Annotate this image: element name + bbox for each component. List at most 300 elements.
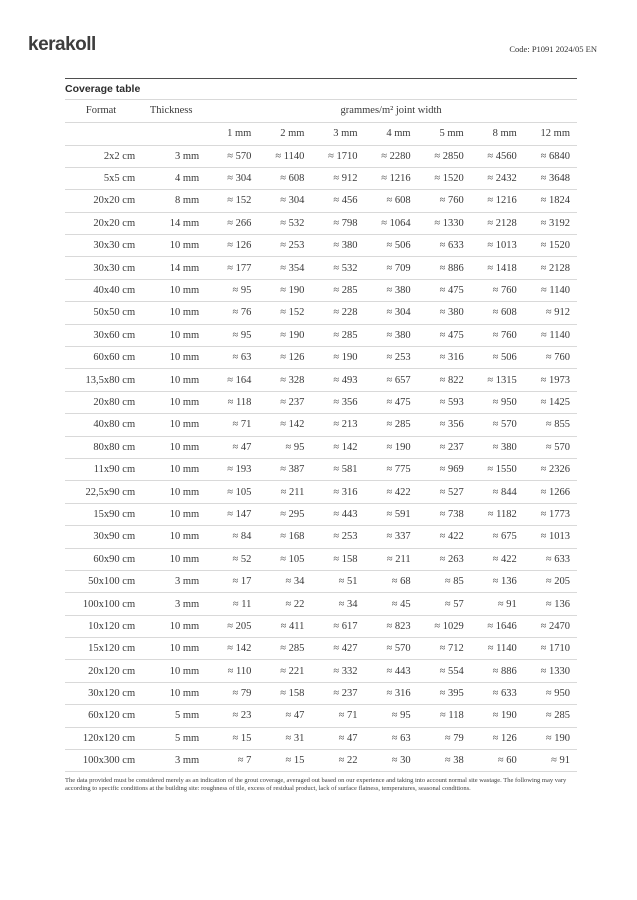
coverage-value-cell: ≈ 617 — [333, 620, 358, 632]
coverage-section — [65, 78, 577, 792]
coverage-value-cell: ≈ 31 — [285, 732, 305, 744]
coverage-value-cell: ≈ 328 — [280, 374, 305, 386]
coverage-value-cell: ≈ 950 — [545, 688, 570, 700]
coverage-value-cell: ≈ 844 — [492, 486, 517, 498]
coverage-value-cell: ≈ 285 — [333, 285, 358, 297]
thickness-cell: 10 mm — [169, 396, 200, 408]
table-row — [65, 391, 577, 413]
coverage-value-cell: ≈ 95 — [232, 329, 252, 341]
coverage-value-cell: ≈ 71 — [338, 710, 358, 722]
coverage-value-cell: ≈ 532 — [333, 262, 358, 274]
coverage-value-cell: ≈ 205 — [227, 620, 252, 632]
coverage-value-cell: ≈ 356 — [439, 419, 464, 431]
coverage-value-cell: ≈ 304 — [386, 307, 411, 319]
column-header-thickness: Thickness — [149, 105, 193, 117]
table-row — [65, 570, 577, 592]
coverage-value-cell: ≈ 380 — [386, 329, 411, 341]
coverage-value-cell: ≈ 285 — [545, 710, 570, 722]
coverage-value-cell: ≈ 1330 — [434, 217, 464, 229]
column-header-joint-width: 3 mm — [333, 128, 358, 139]
coverage-value-cell: ≈ 822 — [439, 374, 464, 386]
coverage-value-cell: ≈ 1182 — [487, 508, 517, 520]
table-row — [65, 682, 577, 704]
coverage-value-cell: ≈ 527 — [439, 486, 464, 498]
coverage-value-cell: ≈ 3648 — [540, 173, 570, 185]
coverage-value-cell: ≈ 1520 — [540, 240, 570, 252]
coverage-value-cell: ≈ 886 — [492, 665, 517, 677]
coverage-value-cell: ≈ 356 — [333, 396, 358, 408]
coverage-value-cell: ≈ 205 — [545, 576, 570, 588]
table-row — [65, 414, 577, 436]
coverage-value-cell: ≈ 15 — [285, 755, 305, 767]
table-header-row — [65, 100, 577, 122]
format-cell: 13,5x80 cm — [85, 374, 136, 386]
coverage-value-cell: ≈ 253 — [386, 352, 411, 364]
column-header-joint-width: 4 mm — [386, 128, 411, 139]
coverage-value-cell: ≈ 142 — [280, 419, 305, 431]
coverage-value-cell: ≈ 34 — [285, 576, 305, 588]
coverage-value-cell: ≈ 316 — [333, 486, 358, 498]
thickness-cell: 3 mm — [175, 576, 200, 588]
format-cell: 40x80 cm — [93, 419, 136, 431]
coverage-value-cell: ≈ 823 — [386, 620, 411, 632]
format-cell: 10x120 cm — [88, 620, 136, 632]
thickness-cell: 8 mm — [175, 195, 200, 207]
coverage-value-cell: ≈ 570 — [492, 419, 517, 431]
table-row — [65, 302, 577, 324]
coverage-value-cell: ≈ 395 — [439, 688, 464, 700]
coverage-table-body — [65, 145, 577, 772]
format-cell: 20x80 cm — [93, 396, 136, 408]
coverage-value-cell: ≈ 2470 — [540, 620, 570, 632]
coverage-value-cell: ≈ 380 — [439, 307, 464, 319]
format-cell: 60x120 cm — [88, 710, 136, 722]
thickness-cell: 3 mm — [175, 755, 200, 767]
coverage-value-cell: ≈ 47 — [232, 441, 252, 453]
format-cell: 30x60 cm — [93, 329, 136, 341]
table-row — [65, 705, 577, 727]
table-row — [65, 458, 577, 480]
table-row — [65, 279, 577, 301]
coverage-value-cell: ≈ 263 — [439, 553, 464, 565]
coverage-value-cell: ≈ 79 — [232, 688, 252, 700]
coverage-value-cell: ≈ 912 — [545, 307, 570, 319]
coverage-value-cell: ≈ 950 — [492, 396, 517, 408]
format-cell: 20x20 cm — [93, 195, 136, 207]
coverage-table — [65, 100, 577, 772]
coverage-value-cell: ≈ 1425 — [540, 396, 570, 408]
coverage-value-cell: ≈ 285 — [386, 419, 411, 431]
empty-cell — [65, 122, 137, 145]
column-header-joint-width: 5 mm — [439, 128, 464, 139]
coverage-value-cell: ≈ 3192 — [540, 217, 570, 229]
coverage-value-cell: ≈ 633 — [439, 240, 464, 252]
format-cell: 120x120 cm — [82, 732, 136, 744]
thickness-cell: 10 mm — [169, 240, 200, 252]
thickness-cell: 10 mm — [169, 665, 200, 677]
coverage-value-cell: ≈ 22 — [285, 598, 305, 610]
coverage-value-cell: ≈ 190 — [280, 285, 305, 297]
coverage-value-cell: ≈ 1013 — [487, 240, 517, 252]
coverage-value-cell: ≈ 63 — [391, 732, 411, 744]
format-cell: 15x120 cm — [88, 643, 136, 655]
format-cell: 60x90 cm — [93, 553, 136, 565]
coverage-value-cell: ≈ 105 — [280, 553, 305, 565]
coverage-value-cell: ≈ 47 — [285, 710, 305, 722]
coverage-value-cell: ≈ 1710 — [540, 643, 570, 655]
coverage-value-cell: ≈ 193 — [227, 464, 252, 476]
coverage-value-cell: ≈ 1330 — [540, 665, 570, 677]
format-cell: 60x60 cm — [93, 352, 136, 364]
table-row — [65, 615, 577, 637]
table-row — [65, 235, 577, 257]
coverage-value-cell: ≈ 633 — [545, 553, 570, 565]
coverage-value-cell: ≈ 285 — [333, 329, 358, 341]
format-cell: 30x120 cm — [88, 688, 136, 700]
coverage-value-cell: ≈ 190 — [333, 352, 358, 364]
coverage-value-cell: ≈ 443 — [333, 508, 358, 520]
column-header-joint-width: 12 mm — [540, 128, 570, 139]
coverage-value-cell: ≈ 1064 — [381, 217, 411, 229]
coverage-value-cell: ≈ 422 — [492, 553, 517, 565]
coverage-value-cell: ≈ 295 — [280, 508, 305, 520]
format-cell: 20x120 cm — [88, 665, 136, 677]
table-row — [65, 660, 577, 682]
coverage-value-cell: ≈ 2326 — [540, 464, 570, 476]
coverage-value-cell: ≈ 493 — [333, 374, 358, 386]
table-row — [65, 638, 577, 660]
coverage-value-cell: ≈ 38 — [444, 755, 464, 767]
coverage-value-cell: ≈ 2128 — [540, 262, 570, 274]
coverage-value-cell: ≈ 969 — [439, 464, 464, 476]
coverage-value-cell: ≈ 253 — [280, 240, 305, 252]
coverage-value-cell: ≈ 211 — [280, 486, 305, 498]
thickness-cell: 10 mm — [169, 329, 200, 341]
coverage-value-cell: ≈ 1029 — [434, 620, 464, 632]
coverage-value-cell: ≈ 17 — [232, 576, 252, 588]
coverage-value-cell: ≈ 190 — [492, 710, 517, 722]
table-row — [65, 750, 577, 772]
thickness-cell: 10 mm — [169, 285, 200, 297]
coverage-value-cell: ≈ 608 — [386, 195, 411, 207]
coverage-value-cell: ≈ 1140 — [487, 643, 517, 655]
format-cell: 40x40 cm — [93, 285, 136, 297]
coverage-value-cell: ≈ 95 — [232, 285, 252, 297]
coverage-value-cell: ≈ 253 — [333, 531, 358, 543]
coverage-value-cell: ≈ 712 — [439, 643, 464, 655]
format-cell: 11x90 cm — [93, 464, 136, 476]
coverage-value-cell: ≈ 886 — [439, 262, 464, 274]
coverage-value-cell: ≈ 316 — [439, 352, 464, 364]
coverage-value-cell: ≈ 337 — [386, 531, 411, 543]
coverage-value-cell: ≈ 1710 — [328, 150, 358, 162]
coverage-value-cell: ≈ 570 — [545, 441, 570, 453]
coverage-value-cell: ≈ 45 — [391, 598, 411, 610]
coverage-value-cell: ≈ 709 — [386, 262, 411, 274]
coverage-value-cell: ≈ 1315 — [487, 374, 517, 386]
coverage-value-cell: ≈ 118 — [439, 710, 464, 722]
table-row — [65, 212, 577, 234]
coverage-value-cell: ≈ 675 — [492, 531, 517, 543]
format-cell: 50x100 cm — [88, 576, 136, 588]
coverage-value-cell: ≈ 71 — [232, 419, 252, 431]
coverage-value-cell: ≈ 1013 — [540, 531, 570, 543]
coverage-value-cell: ≈ 152 — [280, 307, 305, 319]
coverage-value-cell: ≈ 68 — [391, 576, 411, 588]
thickness-cell: 10 mm — [169, 419, 200, 431]
coverage-value-cell: ≈ 91 — [551, 755, 570, 767]
thickness-cell: 10 mm — [169, 374, 200, 386]
coverage-value-cell: ≈ 316 — [386, 688, 411, 700]
coverage-value-cell: ≈ 136 — [492, 576, 517, 588]
table-row — [65, 369, 577, 391]
coverage-value-cell: ≈ 443 — [386, 665, 411, 677]
coverage-value-cell: ≈ 304 — [227, 173, 252, 185]
coverage-value-cell: ≈ 855 — [545, 419, 570, 431]
coverage-value-cell: ≈ 237 — [280, 396, 305, 408]
coverage-value-cell: ≈ 51 — [338, 576, 358, 588]
coverage-value-cell: ≈ 118 — [227, 396, 252, 408]
coverage-value-cell: ≈ 506 — [386, 240, 411, 252]
coverage-value-cell: ≈ 532 — [280, 217, 305, 229]
thickness-cell: 14 mm — [169, 217, 200, 229]
coverage-value-cell: ≈ 142 — [333, 441, 358, 453]
coverage-value-cell: ≈ 775 — [386, 464, 411, 476]
table-subheader-row — [65, 122, 577, 145]
coverage-value-cell: ≈ 411 — [280, 620, 305, 632]
coverage-value-cell: ≈ 15 — [232, 732, 252, 744]
table-row — [65, 593, 577, 615]
coverage-value-cell: ≈ 34 — [338, 598, 358, 610]
thickness-cell: 10 mm — [169, 620, 200, 632]
format-cell: 20x20 cm — [93, 217, 136, 229]
thickness-cell: 5 mm — [175, 732, 200, 744]
format-cell: 30x90 cm — [93, 531, 136, 543]
coverage-value-cell: ≈ 456 — [333, 195, 358, 207]
table-row — [65, 481, 577, 503]
thickness-cell: 4 mm — [175, 173, 200, 185]
coverage-value-cell: ≈ 84 — [232, 531, 252, 543]
thickness-cell: 3 mm — [175, 598, 200, 610]
coverage-value-cell: ≈ 798 — [333, 217, 358, 229]
thickness-cell: 10 mm — [169, 643, 200, 655]
coverage-value-cell: ≈ 79 — [444, 732, 464, 744]
coverage-value-cell: ≈ 2432 — [487, 173, 517, 185]
column-header-joint-width: 1 mm — [227, 128, 252, 139]
table-row — [65, 257, 577, 279]
coverage-value-cell: ≈ 213 — [333, 419, 358, 431]
coverage-value-cell: ≈ 126 — [227, 240, 252, 252]
table-row — [65, 727, 577, 749]
coverage-value-cell: ≈ 168 — [280, 531, 305, 543]
coverage-value-cell: ≈ 52 — [232, 553, 252, 565]
coverage-value-cell: ≈ 2280 — [381, 150, 411, 162]
coverage-value-cell: ≈ 1550 — [487, 464, 517, 476]
coverage-value-cell: ≈ 422 — [386, 486, 411, 498]
coverage-value-cell: ≈ 266 — [227, 217, 252, 229]
coverage-value-cell: ≈ 1824 — [540, 195, 570, 207]
coverage-value-cell: ≈ 760 — [492, 329, 517, 341]
coverage-value-cell: ≈ 285 — [280, 643, 305, 655]
table-row — [65, 167, 577, 189]
footnote: The data provided must be considered merely as an indication of the grout coverage, averaged out based on our experience and taking into account normal site wastage. The following may vary according to specific conditions at the building site: roughness of tile, excess of residual product, lack of surface flatness, temperatures, seasonal conditions. — [65, 777, 567, 792]
coverage-value-cell: ≈ 380 — [386, 285, 411, 297]
table-row — [65, 526, 577, 548]
format-cell: 5x5 cm — [103, 173, 136, 185]
table-row — [65, 324, 577, 346]
coverage-value-cell: ≈ 760 — [439, 195, 464, 207]
coverage-value-cell: ≈ 760 — [545, 352, 570, 364]
coverage-value-cell: ≈ 95 — [285, 441, 305, 453]
coverage-value-cell: ≈ 475 — [439, 329, 464, 341]
coverage-value-cell: ≈ 1216 — [381, 173, 411, 185]
coverage-value-cell: ≈ 126 — [280, 352, 305, 364]
column-header-joint-width-group: grammes/m² joint width — [340, 105, 442, 117]
format-cell: 80x80 cm — [93, 441, 136, 453]
coverage-value-cell: ≈ 1266 — [540, 486, 570, 498]
coverage-value-cell: ≈ 105 — [227, 486, 252, 498]
coverage-value-cell: ≈ 1140 — [541, 329, 570, 341]
coverage-value-cell: ≈ 47 — [338, 732, 358, 744]
coverage-value-cell: ≈ 4560 — [487, 150, 517, 162]
coverage-value-cell: ≈ 126 — [492, 732, 517, 744]
coverage-value-cell: ≈ 85 — [444, 576, 464, 588]
coverage-value-cell: ≈ 158 — [280, 688, 305, 700]
column-header-joint-width: 8 mm — [492, 128, 517, 139]
table-row — [65, 145, 577, 167]
coverage-value-cell: ≈ 633 — [492, 688, 517, 700]
thickness-cell: 10 mm — [169, 486, 200, 498]
thickness-cell: 10 mm — [169, 307, 200, 319]
format-cell: 50x50 cm — [93, 307, 136, 319]
coverage-value-cell: ≈ 475 — [386, 396, 411, 408]
format-cell: 30x30 cm — [93, 240, 136, 252]
coverage-value-cell: ≈ 304 — [280, 195, 305, 207]
coverage-value-cell: ≈ 190 — [386, 441, 411, 453]
coverage-value-cell: ≈ 60 — [497, 755, 517, 767]
coverage-value-cell: ≈ 354 — [280, 262, 305, 274]
coverage-value-cell: ≈ 30 — [391, 755, 411, 767]
coverage-value-cell: ≈ 164 — [227, 374, 252, 386]
coverage-value-cell: ≈ 427 — [333, 643, 358, 655]
format-cell: 30x30 cm — [93, 262, 136, 274]
coverage-value-cell: ≈ 158 — [333, 553, 358, 565]
coverage-value-cell: ≈ 2128 — [487, 217, 517, 229]
coverage-value-cell: ≈ 237 — [333, 688, 358, 700]
coverage-value-cell: ≈ 332 — [333, 665, 358, 677]
coverage-value-cell: ≈ 1140 — [541, 285, 570, 297]
coverage-value-cell: ≈ 152 — [227, 195, 252, 207]
table-row — [65, 436, 577, 458]
coverage-value-cell: ≈ 95 — [391, 710, 411, 722]
coverage-value-cell: ≈ 221 — [280, 665, 305, 677]
coverage-value-cell: ≈ 190 — [545, 732, 570, 744]
coverage-value-cell: ≈ 570 — [386, 643, 411, 655]
coverage-value-cell: ≈ 760 — [492, 285, 517, 297]
coverage-value-cell: ≈ 912 — [333, 173, 358, 185]
coverage-value-cell: ≈ 91 — [497, 598, 517, 610]
coverage-value-cell: ≈ 1216 — [487, 195, 517, 207]
coverage-value-cell: ≈ 211 — [386, 553, 411, 565]
coverage-value-cell: ≈ 554 — [439, 665, 464, 677]
coverage-value-cell: ≈ 190 — [280, 329, 305, 341]
table-row — [65, 347, 577, 369]
thickness-cell: 10 mm — [169, 441, 200, 453]
format-cell: 15x90 cm — [93, 508, 136, 520]
table-row — [65, 190, 577, 212]
coverage-value-cell: ≈ 1773 — [540, 508, 570, 520]
column-header-format: Format — [85, 105, 117, 117]
coverage-value-cell: ≈ 7 — [237, 755, 252, 767]
coverage-value-cell: ≈ 1973 — [540, 374, 570, 386]
document-code: Code: P1091 2024/05 EN — [509, 44, 597, 54]
coverage-value-cell: ≈ 136 — [545, 598, 570, 610]
thickness-cell: 10 mm — [169, 352, 200, 364]
coverage-value-cell: ≈ 63 — [232, 352, 252, 364]
coverage-value-cell: ≈ 2850 — [434, 150, 464, 162]
coverage-value-cell: ≈ 23 — [232, 710, 252, 722]
coverage-value-cell: ≈ 76 — [232, 307, 252, 319]
coverage-value-cell: ≈ 110 — [227, 665, 252, 677]
coverage-value-cell: ≈ 1418 — [487, 262, 517, 274]
section-title: Coverage table — [65, 83, 141, 95]
table-row — [65, 503, 577, 525]
coverage-value-cell: ≈ 422 — [439, 531, 464, 543]
format-cell: 2x2 cm — [103, 150, 136, 162]
format-cell: 100x300 cm — [82, 755, 136, 767]
coverage-value-cell: ≈ 593 — [439, 396, 464, 408]
coverage-value-cell: ≈ 570 — [227, 150, 252, 162]
coverage-value-cell: ≈ 237 — [439, 441, 464, 453]
thickness-cell: 10 mm — [169, 531, 200, 543]
coverage-value-cell: ≈ 11 — [232, 598, 252, 610]
coverage-value-cell: ≈ 608 — [492, 307, 517, 319]
thickness-cell: 3 mm — [175, 150, 200, 162]
coverage-value-cell: ≈ 228 — [333, 307, 358, 319]
coverage-value-cell: ≈ 177 — [227, 262, 252, 274]
section-title-bar — [65, 78, 577, 100]
coverage-value-cell: ≈ 738 — [439, 508, 464, 520]
kerakoll-logo: kerakoll — [28, 34, 96, 55]
thickness-cell: 10 mm — [169, 508, 200, 520]
format-cell: 100x100 cm — [82, 598, 136, 610]
thickness-cell: 14 mm — [169, 262, 200, 274]
coverage-value-cell: ≈ 1140 — [275, 150, 305, 162]
coverage-value-cell: ≈ 657 — [386, 374, 411, 386]
coverage-value-cell: ≈ 147 — [227, 508, 252, 520]
coverage-value-cell: ≈ 57 — [444, 598, 464, 610]
column-header-joint-width: 2 mm — [280, 128, 305, 139]
coverage-value-cell: ≈ 506 — [492, 352, 517, 364]
thickness-cell: 10 mm — [169, 464, 200, 476]
coverage-value-cell: ≈ 387 — [280, 464, 305, 476]
coverage-value-cell: ≈ 581 — [333, 464, 358, 476]
coverage-value-cell: ≈ 380 — [492, 441, 517, 453]
coverage-value-cell: ≈ 1646 — [487, 620, 517, 632]
format-cell: 22,5x90 cm — [85, 486, 136, 498]
coverage-value-cell: ≈ 608 — [280, 173, 305, 185]
table-row — [65, 548, 577, 570]
thickness-cell: 5 mm — [175, 710, 200, 722]
coverage-value-cell: ≈ 142 — [227, 643, 252, 655]
coverage-value-cell: ≈ 22 — [338, 755, 358, 767]
coverage-value-cell: ≈ 475 — [439, 285, 464, 297]
coverage-value-cell: ≈ 6840 — [540, 150, 570, 162]
coverage-value-cell: ≈ 1520 — [434, 173, 464, 185]
coverage-value-cell: ≈ 380 — [333, 240, 358, 252]
thickness-cell: 10 mm — [169, 688, 200, 700]
coverage-value-cell: ≈ 591 — [386, 508, 411, 520]
